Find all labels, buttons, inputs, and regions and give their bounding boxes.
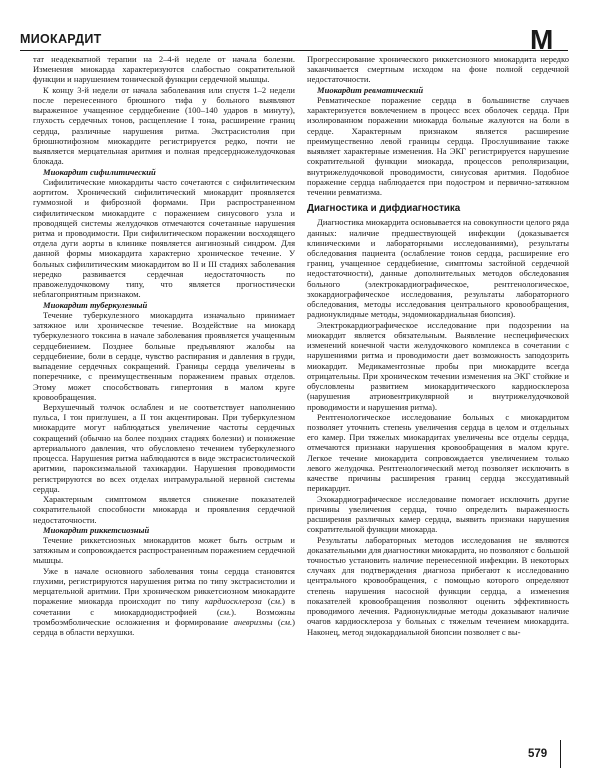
right-column [307,54,569,637]
left-column [33,54,295,637]
text-run: ( [272,616,281,627]
body-paragraph: Рентгенологическое исследование больных с миокардитом позволяет уточнить степень увеличения сердца в целом и отдельных его камер. При тяжелых миокардитах увеличены все отделы сердца, отмечаются признаки нарушения кровообращения в малом круге. Легкое течение миокардита сопровождается увеличением только левого желудочка. Рентгенологический метод позволяет исключить в качестве причины расширения границ сердца экссудативный перикардит. [307,411,569,494]
body-paragraph: Электрокардиографическое исследование при подозрении на миокардит является обязательным. Выявление неспецифических изменений конечной части желудочкового комплекса в сочетании с нарушениями ритма и проводимости дает возможность заподозрить миокардит. Медикаментозные пробы при миокардите всегда отрицательны. При хроническом течении изменения на ЭКГ стойкие и обусловлены развитием миокардитического кардиосклероза (нарушения атриовентрикулярной и внутрижелудочковой проводимости и нарушения ритма). [307,319,569,412]
italic-term: см. [280,616,293,627]
subsection-heading: Миокардит сифилитический [43,166,156,177]
body-paragraph: Ревматическое поражение сердца в большинстве случаев характеризуется вовлечением в процесс всех оболочек сердца. При изолированном поражении миокарда больные жалуются на боли в сердце. Характерным признаком является расширение преимущественно левой границы сердца. Прослушивание также выявляет характерные изменения. На ЭКГ регистрируется нарушение сократительной функции миокарда, процессов реполяризации, внутрижелудочковой проводимости, синусовая аритмия. Подобное поражение сердца наблюдается при подостром и первично-затяжном течении ревматизма. [307,94,569,198]
page-number-rule [560,740,561,768]
body-paragraph [33,566,295,638]
body-paragraph: К концу 3-й недели от начала заболевания или спустя 1–2 недели после перенесенного брюшного тифа у больного выявляют выраженное учащенное сердцебиение (100–140 ударов в минуту), глухость сердечных тонов, расщепление I тона, расширение границ сердца, различные нарушения ритма. Экстрасистолия при брюшнотифозном миокардите регистрируется редко, почти не выявляется мерцательная аритмия и полная предсердножелудочковая блокада. [33,84,295,167]
text-run: Уже в начале основного заболевания тоны сердца становятся глухими, регистрируются нарушения ритма по типу экстрасистолии и мерцательной аритмии. При хроническом риккетсиозном миокардите поражение миокарда происходит по типу [33,565,295,607]
body-paragraph: Результаты лабораторных методов исследования не являются доказательными для диагностики миокардита, но позволяют с большой точностью установить наличие перенесенной инфекции. В некоторых случаях для подтверждения диагноза прибегают к исследованию центрального кровообращения, с помощью которого определяют степень нарушения насосной функции сердца, а изменения показателей кровообращения позволяют оценить эффективность проводимого лечения. Радионуклидные методы доказывают наличие очагов кардиосклероза у больных с тяжелым течением миокардита. Наконец, метод эндокардиальной биопсии позволяет с вы- [307,534,569,637]
body-paragraph: Прогрессирование хронического риккетсиозного миокардита нередко заканчивается смертным исходом на фоне полной сердечной недостаточности. [307,54,569,85]
subsection-heading: Миокардит риккетсиозный [43,524,150,535]
body-paragraph: Сифилитические миокардиты часто сочетаются с сифилитическим аортитом. Хронический сифилитический миокардит проявляется гуммозной и фиброзной формами. При распространенном сифилитическом миокардите с поражением синусового узла и проводящей системы желудочков отмечаются сочетанные нарушения ритма и проводимости. При сифилитическом поражении восходящего отдела дуги аорты в клинике появляется ангинозный синдром. Для данной формы миокардита характерно хроническое течение. У больных сифилитическим миокардитом во II и III стадиях заболевания нередко развивается сердечная недостаточность по правожелудочковому типу, что является прогностически неблагоприятным признаком. [33,176,295,300]
header-rule [20,50,568,51]
running-head: МИОКАРДИТ [20,32,102,46]
body-paragraph: Диагностика миокардита основывается на совокупности целого ряда данных: наличие предшествующей инфекции (доказывается клиническими и лабораторными исследованиями), результаты обследования пациента (ослабление тонов сердца, расширение его границ, учащенное сердцебиение, симптомы застойной сердечной недостаточности), данные дополнительных методов обследования больного (электрокардиографическое, рентгенологическое, эхокардиографическое исследования, результаты лабораторного обследования, методы исследования центрального кровообращения, радионуклидные методы, эндомиокардиальная биопсия). [307,217,569,320]
italic-term: аневризмы [233,616,273,627]
section-letter-tab: М [530,24,554,55]
section-heading: Диагностика и дифдиагностика [307,203,461,215]
text-run: ). Возможны тромбоэмболические осложнения и формирование [33,606,295,627]
italic-term: см. [219,606,232,617]
body-paragraph: Эхокардиографическое исследование помогает исключить другие причины увеличения сердца, точно определить выраженность расширения различных камер сердца, выявить признаки нарушения сократительной функции миокарда. [307,493,569,535]
text-run: ) сердца в области верхушки. [33,616,295,638]
text-run: ( [261,596,271,607]
text-run: ) в сочетании с миокардиодистрофией ( [33,596,296,617]
body-paragraph: тат неадекватной терапии на 2–4-й неделе от начала болезни. Изменения миокарда характеризуются слабостью сократительной функции и нарушением тонической функции сердечной мышцы. [33,54,295,85]
body-paragraph: Характерным симптомом является снижение показателей сократительной способности миокарда и проявления сердечной недостаточности. [33,494,295,525]
italic-term: кардиосклероза [204,596,262,607]
body-paragraph: Течение туберкулезного миокардита изначально принимает затяжное или хроническое течение. Воздействие на миокард туберкулезного токсина в начале заболевания проявляется учащенным сердцебиением. Позднее больные предъявляют жалобы на сердцебиение, боли в сердце, чувство распирания и давления в груди, выпадение сердечных сокращений. Границы сердца увеличены в поперечнике, с преимущественным поражением правых отделов. Этому может способствовать гипертония в малом круге кровообращения. [33,309,295,402]
body-paragraph: Верхушечный толчок ослаблен и не соответствует наполнению пульса, I тон приглушен, а II тон акцентирован. При туберкулезном миокардите могут наблюдаться увеличение частоты сердечных сокращений (обычно на более поздних стадиях болезни) и понижение артериального давления, что обусловлено течением туберкулезного процесса. Нарушения ритма наблюдаются в виде экстрасистолической аритмии, пароксизмальной тахикардии. Нарушения проводимости регистрируются во всех отделах интрамуральной нервной системы сердца. [33,401,295,494]
italic-term: см. [270,596,283,607]
body-paragraph: Течение риккетсиозных миокардитов может быть острым и затяжным и сопровождается распространенным поражением сердечной мышцы. [33,535,295,566]
subsection-heading: Миокардит ревматический [317,84,424,95]
page-number: 579 [528,748,548,760]
subsection-heading: Миокардит туберкулезный [43,299,148,310]
